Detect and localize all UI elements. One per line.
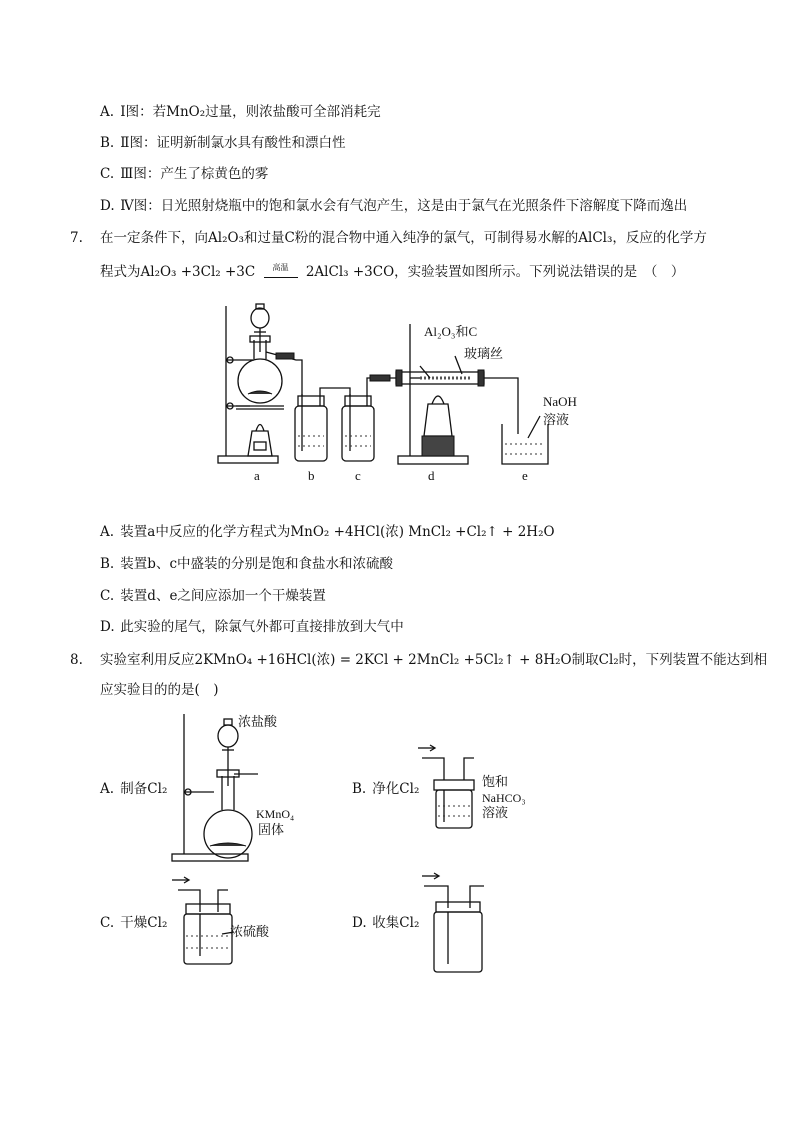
label-glass-wool: 玻璃丝: [464, 346, 504, 361]
label-c: c: [355, 468, 361, 483]
option-text: 装置d、e之间应添加一个干燥装置: [120, 588, 326, 604]
q7-apparatus-figure: [210, 296, 580, 491]
label-kmno4-1: KMnO₄: [256, 807, 295, 821]
q7-option-d: [100, 617, 404, 637]
apparatus-c: [342, 375, 402, 461]
label-conc-hcl: 浓盐酸: [238, 714, 278, 729]
option-text: Ⅳ图：日光照射烧瓶中的饱和氯水会有气泡产生，这是由于氯气在光照条件下溶解度下降而逸出: [120, 198, 688, 214]
option-text: 装置b、c中盛装的分别是饱和食盐水和浓硫酸: [120, 556, 393, 572]
q8-option-a: [100, 779, 167, 799]
question-number: 7.: [70, 230, 83, 246]
option-text: Ⅰ图：若MnO₂过量，则浓盐酸可全部消耗完: [120, 104, 381, 120]
label-reactant: Al₂O₃和C: [424, 324, 478, 339]
question-number: 8.: [70, 652, 83, 668]
q7-stem-line2: [100, 262, 684, 282]
option-letter: C.: [100, 588, 115, 604]
option-letter: D.: [352, 915, 367, 931]
option-text: Ⅲ图：产生了棕黄色的雾: [120, 166, 269, 182]
apparatus-e: [502, 416, 548, 464]
option-letter: B.: [352, 781, 367, 797]
option-text: 制备Cl₂: [120, 781, 168, 797]
option-text: 装置a中反应的化学方程式为MnO₂ +4HCl(浓) MnCl₂ +Cl₂↑ + 2H₂O: [120, 524, 555, 540]
label-b: b: [308, 468, 315, 483]
q6-option-d: [100, 196, 687, 216]
label-conc-h2so4: 浓硫酸: [230, 924, 270, 939]
option-letter: D.: [100, 619, 115, 635]
q6-option-b: [100, 133, 345, 153]
apparatus-d: [396, 324, 518, 464]
label-e: e: [522, 468, 528, 483]
option-text: 收集Cl₂: [372, 915, 420, 931]
label-naoh-1: NaOH: [543, 394, 577, 409]
option-letter: A.: [100, 524, 115, 540]
option-text: Ⅱ图：证明新制氯水具有酸性和漂白性: [120, 135, 346, 151]
q7-option-c: [100, 586, 326, 606]
q7-option-a: [100, 522, 555, 542]
stem-text: 在一定条件下，向Al₂O₃和过量C粉的混合物中通入纯净的氯气，可制得易水解的AlCl₃，反应的化学方: [100, 230, 707, 246]
q8-option-b: [352, 779, 419, 799]
option-letter: A.: [100, 781, 115, 797]
label-d: d: [428, 468, 435, 483]
q8-stem-line1: [70, 650, 767, 670]
option-text: 干燥Cl₂: [120, 915, 168, 931]
apparatus-a: [218, 304, 302, 463]
q8-figure-d: [414, 868, 504, 978]
option-letter: B.: [100, 556, 115, 572]
q8-stem-line2: [100, 680, 219, 700]
stem-text: 应实验目的的是( ): [100, 682, 219, 698]
label-kmno4-2: 固体: [258, 822, 285, 837]
stem-text: 2AlCl₃ +3CO，实验装置如图所示。下列说法错误的是 （ ）: [305, 264, 685, 280]
option-letter: C.: [100, 166, 115, 182]
label-naoh-2: 溶液: [543, 412, 570, 427]
label-sat-1: 饱和: [482, 774, 509, 789]
option-letter: C.: [100, 915, 115, 931]
label-a: a: [254, 468, 260, 483]
option-letter: D.: [100, 198, 115, 214]
q7-option-b: [100, 554, 393, 574]
stem-text: 程式为Al₂O₃ +3Cl₂ +3C: [100, 264, 256, 280]
reaction-arrow: [264, 263, 298, 278]
label-sat-2: NaHCO₃: [482, 791, 526, 805]
q8-figure-b: [414, 740, 544, 835]
q7-stem-line1: [70, 228, 707, 248]
option-letter: B.: [100, 135, 115, 151]
q6-option-a: [100, 102, 381, 122]
q6-option-c: [100, 164, 268, 184]
q8-figure-a: [168, 706, 308, 866]
q8-option-d: [352, 913, 419, 933]
option-text: 此实验的尾气，除氯气外都可直接排放到大气中: [120, 619, 404, 635]
q8-option-c: [100, 913, 167, 933]
option-text: 净化Cl₂: [372, 781, 420, 797]
stem-text: 实验室利用反应2KMnO₄ +16HCl(浓) = 2KCl + 2MnCl₂ +5Cl₂↑ + 8H₂O制取Cl₂时，下列装置不能达到相: [100, 652, 768, 668]
option-letter: A.: [100, 104, 115, 120]
q8-figure-c: [166, 872, 286, 972]
reaction-condition: 高温: [272, 263, 289, 272]
label-sat-3: 溶液: [482, 805, 509, 820]
